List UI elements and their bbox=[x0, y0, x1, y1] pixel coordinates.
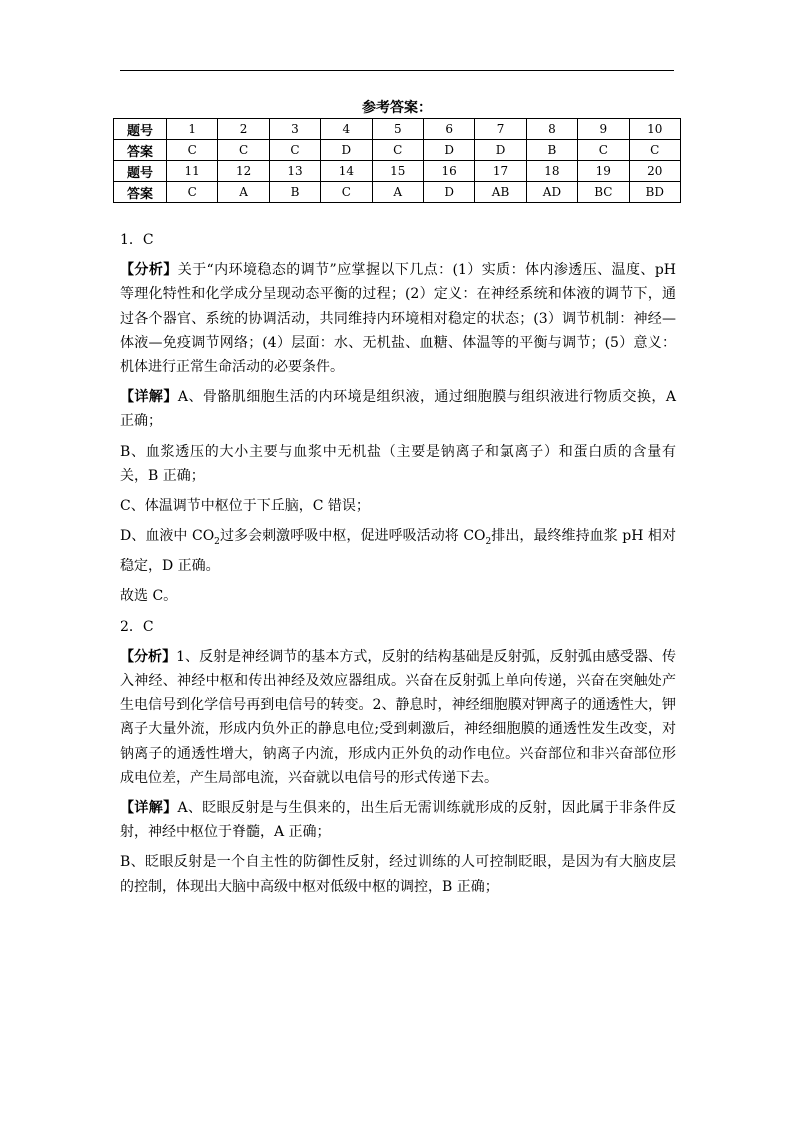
table-cell: 16 bbox=[423, 161, 474, 182]
table-cell: 14 bbox=[321, 161, 372, 182]
table-cell: D bbox=[423, 140, 474, 161]
table-cell: 8 bbox=[526, 119, 577, 140]
table-cell: C bbox=[629, 140, 680, 161]
q1-detail-a-text: A、骨骼肌细胞生活的内环境是组织液，通过细胞膜与组织液进行物质交换，A 正确； bbox=[120, 389, 677, 430]
q2-detail-b: B、眨眼反射是一个自主性的防御性反射，经过训练的人可控制眨眼，是因为有大脑皮层的控制，体现出大脑中高级中枢对低级中枢的调控，B 正确； bbox=[120, 854, 676, 895]
q1-analysis-text: 关于“内环境稳态的调节”应掌握以下几点：(1）实质：体内渗透压、温度、pH 等理化特性和化学成分呈现动态平衡的过程；(2）定义：在神经系统和体液的调节下，通过各个器官、系统的协调活动，共同维持内环境相对稳定的状态；(3）调节机制：神经—体液—免疫调节网络；(4）层面：水、无机盐、血糖、体温等的平衡与调节；(5）意义：机体进行正常生命活动的必要条件。 bbox=[120, 262, 676, 376]
table-cell: C bbox=[269, 140, 320, 161]
table-row-header: 答案 bbox=[114, 182, 167, 203]
table-cell: B bbox=[269, 182, 320, 203]
table-cell: 5 bbox=[372, 119, 423, 140]
table-cell: C bbox=[167, 182, 218, 203]
table-cell: 12 bbox=[218, 161, 269, 182]
table-cell: C bbox=[578, 140, 629, 161]
answer-table-title: 参考答案： bbox=[362, 100, 432, 116]
explanations bbox=[120, 228, 676, 905]
q1-analysis-tag: 【分析】 bbox=[120, 262, 178, 279]
q2-detail-a bbox=[120, 796, 676, 844]
q1-number: 1．C bbox=[120, 232, 154, 248]
table-cell: D bbox=[423, 182, 474, 203]
q1-detail-a bbox=[120, 385, 676, 433]
table-cell: 10 bbox=[629, 119, 680, 140]
table-cell: 9 bbox=[578, 119, 629, 140]
table-cell: 20 bbox=[629, 161, 680, 182]
table-cell: 17 bbox=[475, 161, 526, 182]
q1-detail-b: B、血浆透压的大小主要与血浆中无机盐（主要是钠离子和氯离子）和蛋白质的含量有关，B 正确； bbox=[120, 443, 676, 484]
q2-analysis-text: 1、反射是神经调节的基本方式，反射的结构基础是反射弧，反射弧由感受器、传入神经、神经中枢和传出神经及效应器组成。兴奋在反射弧上单向传递，兴奋在突触处产生电信号到化学信号再到电信号的转变。2、静息时，神经细胞膜对钾离子的通透性大，钾离子大量外流，形成内负外正的静息电位;受到刺激后，神经细胞膜的通透性发生改变，对钠离子的通透性增大，钠离子内流，形成内正外负的动作电位。兴奋部位和非兴奋部位形成电位差，产生局部电流，兴奋就以电信号的形式传递下去。 bbox=[120, 648, 677, 786]
table-cell: 1 bbox=[167, 119, 218, 140]
q1-subscript-2a: 2 bbox=[214, 537, 220, 548]
table-cell: C bbox=[218, 140, 269, 161]
table-cell: C bbox=[372, 140, 423, 161]
table-cell: C bbox=[167, 140, 218, 161]
q1-analysis bbox=[120, 258, 676, 379]
table-cell: 19 bbox=[578, 161, 629, 182]
table-cell: D bbox=[321, 140, 372, 161]
table-cell: 15 bbox=[372, 161, 423, 182]
q1-detail-d-part3: 排出，最终维持血浆 pH 相对稳定，D 正确。 bbox=[120, 528, 676, 575]
table-cell: D bbox=[475, 140, 526, 161]
table-row-header: 题号 bbox=[114, 119, 167, 140]
table-cell: 13 bbox=[269, 161, 320, 182]
table-cell: 3 bbox=[269, 119, 320, 140]
q2-detail-tag: 【详解】 bbox=[120, 800, 178, 817]
q2-analysis-tag: 【分析】 bbox=[120, 648, 177, 665]
table-cell: B bbox=[526, 140, 577, 161]
q1-detail-tag: 【详解】 bbox=[120, 389, 178, 406]
table-cell: A bbox=[218, 182, 269, 203]
table-cell: AD bbox=[526, 182, 577, 203]
table-cell: C bbox=[321, 182, 372, 203]
q1-detail-d-part2: 过多会刺激呼吸中枢，促进呼吸活动将 CO bbox=[219, 528, 486, 545]
table-cell: 4 bbox=[321, 119, 372, 140]
q1-subscript-2b: 2 bbox=[485, 537, 492, 548]
table-row bbox=[114, 140, 681, 161]
table-row-header: 题号 bbox=[114, 161, 167, 182]
table-cell: 7 bbox=[475, 119, 526, 140]
table-row-header: 答案 bbox=[114, 140, 167, 161]
table-cell: AB bbox=[475, 182, 526, 203]
q1-conclusion: 故选 C。 bbox=[120, 588, 178, 605]
table-row bbox=[114, 161, 681, 182]
table-cell: 2 bbox=[218, 119, 269, 140]
q2-detail-a-text: A、眨眼反射是与生俱来的，出生后无需训练就形成的反射，因此属于非条件反射，神经中枢位于脊髓，A 正确； bbox=[120, 800, 677, 841]
table-cell: A bbox=[372, 182, 423, 203]
q1-detail-d bbox=[120, 524, 676, 578]
header-rule bbox=[120, 70, 674, 71]
table-cell: 18 bbox=[526, 161, 577, 182]
table-cell: BD bbox=[629, 182, 680, 203]
table-row bbox=[114, 182, 681, 203]
table-cell: 11 bbox=[167, 161, 218, 182]
table-cell: BC bbox=[578, 182, 629, 203]
q2-analysis bbox=[120, 645, 676, 790]
answer-table bbox=[113, 118, 681, 203]
table-row bbox=[114, 119, 681, 140]
table-cell: 6 bbox=[423, 119, 474, 140]
q1-detail-d-part1: D、血液中 CO bbox=[120, 528, 215, 545]
q2-number: 2．C bbox=[120, 618, 154, 635]
q1-detail-c: C、体温调节中枢位于下丘脑，C 错误； bbox=[120, 498, 370, 515]
